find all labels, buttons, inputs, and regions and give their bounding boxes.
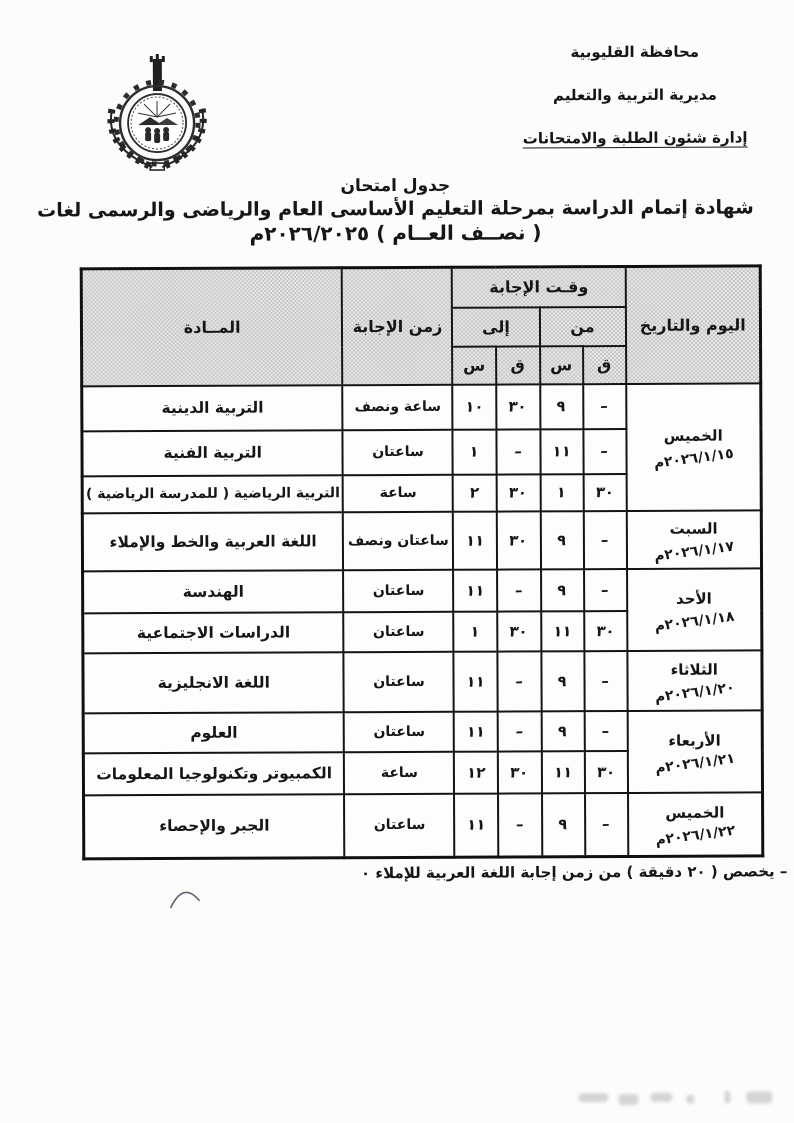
- day-name: الأربعاء: [668, 731, 721, 750]
- value: ٩: [555, 397, 567, 416]
- from-hours-cell: [541, 711, 584, 751]
- day-name: الخميس: [663, 426, 723, 445]
- to-hours-cell: [454, 751, 497, 793]
- to-hours-cell: [454, 651, 497, 711]
- date-value: ٢٠٢٦/١/٢١م: [653, 750, 736, 777]
- to-minutes-cell: [498, 793, 542, 857]
- subject-cell: الكمبيوتر وتكنولوجيا المعلومات: [83, 752, 344, 795]
- exam-schedule-table: [80, 264, 765, 860]
- col-header-subject: المــادة: [81, 268, 343, 386]
- value: –: [514, 671, 524, 690]
- day-name: الخميس: [665, 803, 725, 823]
- value: ١١: [551, 442, 572, 461]
- duration-cell: ساعتان ونصف: [343, 511, 453, 569]
- to-hours-cell: [454, 793, 497, 857]
- day-name: الثلاثاء: [670, 660, 718, 679]
- value: ١١: [464, 531, 486, 550]
- duration-cell: ساعتان: [344, 651, 454, 711]
- duration-cell: ساعة: [343, 474, 453, 511]
- duration-cell: ساعتان: [343, 429, 453, 474]
- directorate-line: مديرية التربية والتعليم: [552, 85, 717, 105]
- from-minutes-cell: [583, 428, 626, 473]
- value: –: [513, 580, 524, 599]
- table-row: [82, 510, 761, 571]
- date-value: ٢٠٢٦/١/١٧م: [652, 538, 735, 565]
- to-minutes-cell: [497, 611, 541, 651]
- duration-cell: ساعة ونصف: [343, 384, 453, 429]
- value: ٩: [557, 721, 569, 740]
- table-row: [83, 650, 762, 713]
- from-minutes-cell: [583, 510, 626, 568]
- table-row: [83, 710, 762, 753]
- value: ٩: [556, 580, 568, 599]
- to-minutes-cell: [497, 751, 541, 793]
- table-row: [82, 383, 761, 431]
- value: ١١: [465, 672, 486, 691]
- value: –: [600, 580, 610, 599]
- from-hours-cell: [540, 474, 583, 511]
- from-minutes-cell: [584, 650, 627, 710]
- value: –: [600, 671, 611, 690]
- value: ٩: [556, 671, 569, 690]
- from-hours-cell: [541, 651, 584, 711]
- value: –: [513, 442, 523, 461]
- subject-cell: التربية الرياضية ( للمدرسة الرياضية ): [82, 475, 343, 513]
- date-cell: [627, 710, 762, 793]
- department-line: إدارة شئون الطلبة والامتحانات: [522, 128, 748, 148]
- date-cell: [627, 568, 762, 651]
- to-minutes-cell: [497, 569, 541, 611]
- value: ٣٠: [509, 762, 530, 782]
- from-hours-cell: [541, 611, 584, 651]
- to-hours-cell: [453, 511, 496, 569]
- from-hours-cell: [540, 384, 583, 429]
- duration-cell: ساعتان: [343, 569, 453, 611]
- value: ١١: [464, 581, 486, 600]
- from-minutes-cell: [583, 384, 626, 429]
- day-name: الأحد: [675, 589, 712, 608]
- table-row: [82, 568, 761, 613]
- to-hours-cell: [453, 384, 496, 429]
- subject-cell: العلوم: [83, 712, 344, 753]
- governorate-line: محافظة القليوبية: [570, 42, 700, 62]
- subject-cell: اللغة الانجليزية: [83, 652, 344, 713]
- day-name: السبت: [669, 519, 718, 538]
- from-hours-cell: [542, 793, 585, 857]
- col-header-answer-time: وقـت الإجابة: [452, 267, 625, 308]
- value: ١١: [552, 762, 574, 781]
- date-cell: [626, 510, 761, 569]
- duration-cell: ساعة: [344, 751, 454, 793]
- value: ١: [556, 483, 568, 502]
- from-hours-cell: [541, 569, 584, 611]
- from-minutes-cell: [584, 710, 627, 750]
- subject-cell: الدراسات الاجتماعية: [83, 612, 344, 653]
- col-header-to-minutes: ق: [496, 346, 540, 384]
- col-header-from: من: [539, 307, 625, 346]
- to-minutes-cell: [496, 511, 540, 569]
- subject-cell: الهندسة: [82, 570, 343, 613]
- value: ١١: [465, 722, 486, 741]
- to-minutes-cell: [497, 651, 541, 711]
- value: ١: [468, 442, 481, 461]
- col-header-from-minutes: ق: [583, 346, 626, 384]
- date-cell: [628, 792, 763, 857]
- education-directorate-emblem-icon: [94, 51, 221, 178]
- value: ١٠: [464, 397, 485, 416]
- date-cell: [627, 650, 762, 711]
- from-minutes-cell: [583, 473, 626, 510]
- duration-cell: ساعتان: [344, 711, 454, 751]
- title-term-year: ( نصــف العــام ) ٢٠٢٦/٢٠٢٥م: [249, 220, 542, 246]
- col-header-from-hours: س: [540, 346, 583, 384]
- title-certificate: شهادة إتمام الدراسة بمرحلة التعليم الأساسى العام والرياضى والرسمى لغات: [37, 196, 754, 222]
- date-value: ٢٠٢٦/١/١٥م: [652, 445, 735, 472]
- to-minutes-cell: [496, 474, 540, 511]
- date-value: ٢٠٢٦/١/١٨م: [653, 608, 735, 635]
- from-minutes-cell: [585, 792, 628, 856]
- to-hours-cell: [453, 569, 496, 611]
- to-hours-cell: [454, 611, 497, 651]
- table-row: [83, 792, 762, 859]
- from-minutes-cell: [584, 750, 627, 792]
- value: –: [514, 721, 525, 740]
- value: ٣٠: [595, 762, 617, 781]
- value: ١١: [552, 621, 573, 640]
- title-exam-schedule: جدول امتحان: [340, 175, 451, 197]
- value: ٢: [469, 483, 481, 502]
- subject-cell: التربية الدينية: [82, 385, 343, 431]
- value: ٣٠: [594, 483, 615, 502]
- duration-cell: ساعتان: [344, 793, 454, 857]
- subject-cell: اللغة العربية والخط والإملاء: [82, 512, 343, 571]
- value: ١١: [465, 815, 487, 834]
- to-minutes-cell: [497, 711, 541, 751]
- to-minutes-cell: [496, 429, 540, 474]
- value: ٣٠: [508, 621, 530, 641]
- to-hours-cell: [454, 711, 497, 751]
- to-minutes-cell: [496, 384, 540, 429]
- value: ١: [469, 622, 481, 641]
- subject-cell: الجبر والإحصاء: [83, 794, 344, 859]
- pen-mark: [167, 885, 203, 913]
- value: –: [600, 721, 611, 740]
- value: ٩: [556, 530, 568, 549]
- from-minutes-cell: [584, 610, 627, 650]
- value: –: [514, 815, 525, 834]
- col-header-duration: زمن الإجابة: [342, 267, 453, 384]
- from-hours-cell: [540, 429, 583, 474]
- value: ٣٠: [507, 397, 529, 416]
- value: –: [599, 397, 610, 416]
- scanner-artifacts: [2, 1088, 794, 1111]
- document-title-block: [0, 174, 793, 246]
- subject-cell: التربية الفنية: [82, 430, 343, 476]
- value: ٣٠: [507, 483, 529, 502]
- date-value: ٢٠٢٦/١/٢٠م: [653, 679, 736, 706]
- from-minutes-cell: [584, 568, 627, 610]
- col-header-day-date: اليوم والتاريخ: [625, 266, 761, 384]
- duration-cell: ساعتان: [344, 611, 454, 651]
- from-hours-cell: [541, 751, 584, 793]
- col-header-to: إلى: [452, 307, 539, 346]
- value: ٩: [557, 815, 569, 834]
- value: ٣٠: [508, 530, 529, 550]
- date-value: ٢٠٢٦/١/٢٢م: [654, 822, 736, 849]
- date-cell: [626, 383, 762, 511]
- value: –: [599, 442, 610, 461]
- from-hours-cell: [540, 511, 583, 569]
- value: –: [600, 530, 610, 549]
- col-header-to-hours: س: [453, 346, 496, 384]
- dictation-time-footnote: – يخصص ( ٢٠ دقيقة ) من زمن إجابة اللغة العربية للإملاء ٠: [360, 862, 788, 883]
- value: ٣٠: [595, 621, 616, 640]
- agency-header: [520, 42, 751, 172]
- to-hours-cell: [453, 429, 496, 474]
- to-hours-cell: [453, 474, 496, 511]
- value: ١٢: [465, 763, 487, 782]
- value: –: [601, 815, 611, 834]
